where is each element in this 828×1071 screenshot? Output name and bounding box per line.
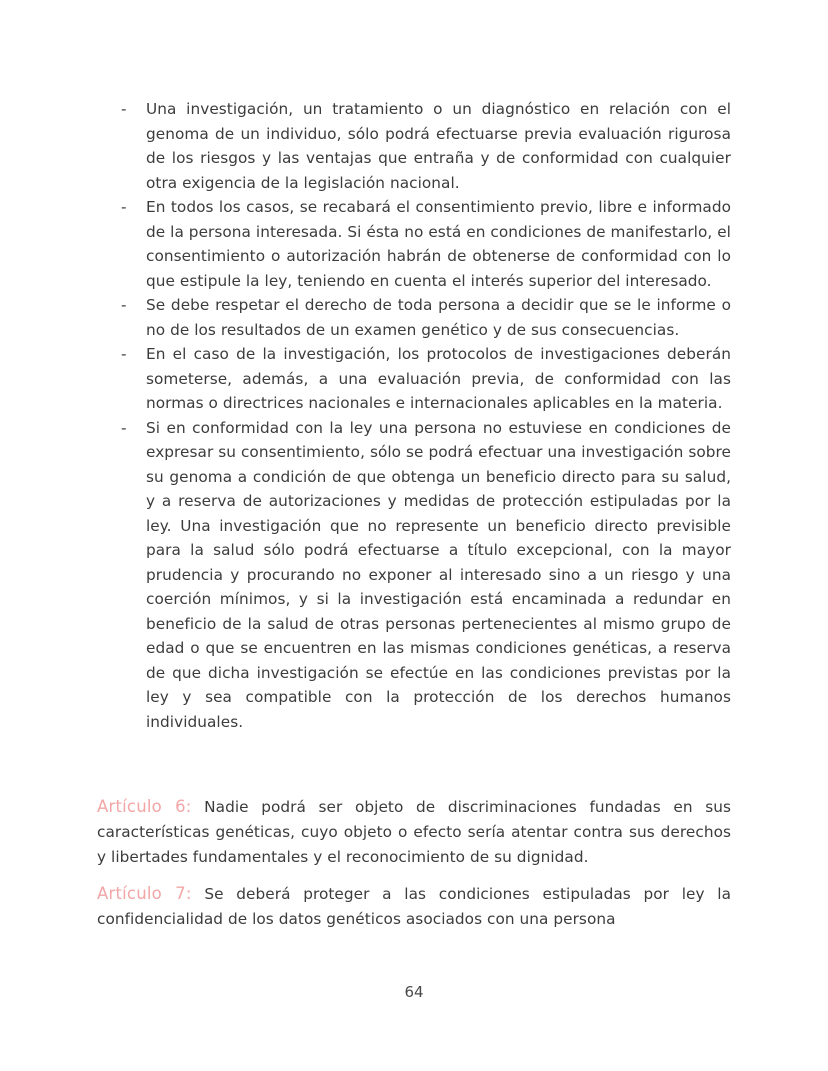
- bullet-dash: -: [121, 100, 127, 118]
- bullet-list: [121, 97, 731, 734]
- bullet-dash: -: [121, 198, 127, 216]
- list-item-text: Si en conformidad con la ley una persona no estuviese en condiciones de expresar su consentimiento, sólo se podrá efectuar una investigación sobre su genoma a condición de que obtenga un beneficio directo para su salud, y a reserva de autorizaciones y medidas de protección estipuladas por la ley. Una investigación que no represente un beneficio directo previsible para la salud sólo podrá efectuarse a título excepcional, con la mayor prudencia y procurando no exponer al interesado sino a un riesgo y una coerción mínimos, y si la investigación está encaminada a redundar en beneficio de la salud de otras personas pertenecientes al mismo grupo de edad o que se encuentren en las mismas condiciones genéticas, a reserva de que dicha investigación se efectúe en las condiciones previstas por la ley y sea compatible con la protección de los derechos humanos individuales.: [146, 418, 731, 731]
- article-6-text: Nadie podrá ser objeto de discriminaciones fundadas en sus características genéticas, cuyo objeto o efecto sería atentar contra sus derechos y libertades fundamentales y el reconocimiento de su dignidad.: [97, 798, 731, 866]
- page-number: 64: [404, 983, 424, 1001]
- list-item: [121, 342, 731, 416]
- bullet-dash: -: [121, 418, 127, 437]
- article-7-text: Se deberá proteger a las condiciones estipuladas por ley la confidencialidad de los datos genéticos asociados con una persona: [97, 885, 731, 928]
- article-7-paragraph: [97, 881, 731, 932]
- article-6-paragraph: [97, 794, 731, 870]
- article-6-label: Artículo 6:: [97, 797, 192, 816]
- article-7-label: Artículo 7:: [97, 884, 192, 903]
- list-item: [121, 416, 731, 735]
- list-item-text: En todos los casos, se recabará el consentimiento previo, libre e informado de la persona interesada. Si ésta no está en condiciones de manifestarlo, el consentimiento o autorización habrán de obtenerse de conformidad con lo que estipule la ley, teniendo en cuenta el interés superior del interesado.: [146, 198, 731, 290]
- list-item-text: En el caso de la investigación, los protocolos de investigaciones deberán someterse, además, a una evaluación previa, de conformidad con las normas o directrices nacionales e internacionales aplicables en la materia.: [146, 345, 731, 412]
- list-item-text: Una investigación, un tratamiento o un diagnóstico en relación con el genoma de un individuo, sólo podrá efectuarse previa evaluación rigurosa de los riesgos y las ventajas que entraña y de conformidad con cualquier otra exigencia de la legislación nacional.: [146, 100, 731, 192]
- list-item: [121, 293, 731, 342]
- list-item: [121, 97, 731, 195]
- bullet-dash: -: [121, 296, 127, 314]
- list-item: [121, 195, 731, 293]
- list-item-text: Se debe respetar el derecho de toda persona a decidir que se le informe o no de los resultados de un examen genético y de sus consecuencias.: [146, 296, 731, 339]
- bullet-dash: -: [121, 345, 127, 363]
